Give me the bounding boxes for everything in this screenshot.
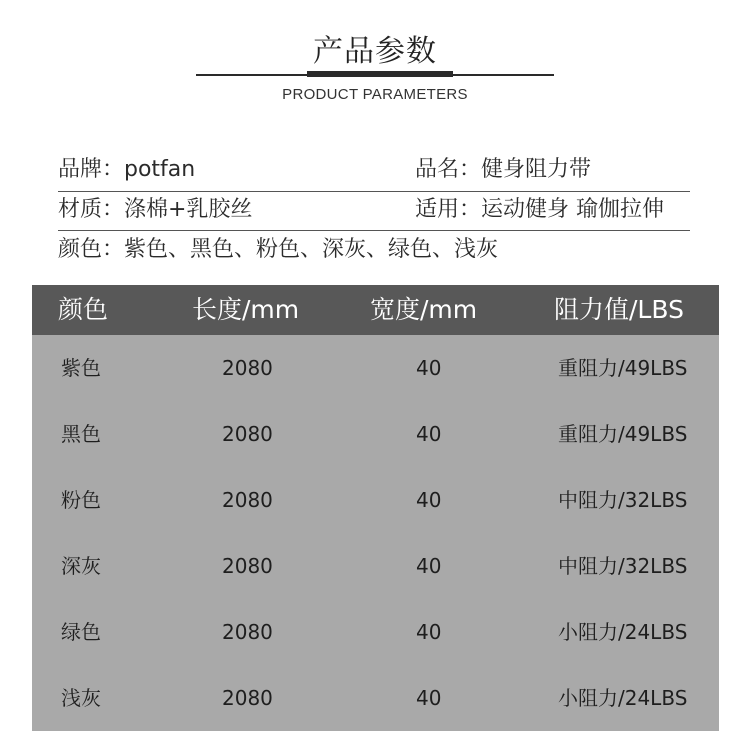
- page-title: 产品参数: [313, 34, 437, 69]
- cell-resistance: 小阻力/24LBS: [558, 620, 688, 644]
- page-subtitle: PRODUCT PARAMETERS: [282, 86, 468, 103]
- cell-resistance: 小阻力/24LBS: [558, 686, 688, 710]
- product-name-text: 品名：健身阻力带: [415, 157, 592, 182]
- table-row: [32, 401, 719, 467]
- parameters-table: [32, 285, 719, 731]
- cell-length: 2080: [222, 422, 273, 446]
- cell-length: 2080: [222, 686, 273, 710]
- info-row: [58, 150, 690, 190]
- header-color: 颜色: [58, 295, 109, 324]
- cell-width: 40: [416, 422, 442, 446]
- cell-length: 2080: [222, 488, 273, 512]
- cell-length: 2080: [222, 356, 273, 380]
- cell-width: 40: [416, 686, 442, 710]
- header-length: 长度/mm: [192, 295, 300, 324]
- cell-color: 粉色: [61, 488, 101, 512]
- cell-resistance: 中阻力/32LBS: [558, 554, 688, 578]
- cell-width: 40: [416, 620, 442, 644]
- cell-width: 40: [416, 488, 442, 512]
- header-resistance: 阻力值/LBS: [554, 295, 684, 324]
- table-row: [32, 599, 719, 665]
- cell-width: 40: [416, 554, 442, 578]
- cell-color: 黑色: [61, 422, 101, 446]
- table-row: [32, 533, 719, 599]
- cell-resistance: 重阻力/49LBS: [558, 422, 688, 446]
- title-underline-accent: [307, 71, 453, 77]
- header-width: 宽度/mm: [370, 295, 478, 324]
- cell-color: 深灰: [61, 554, 101, 578]
- cell-resistance: 重阻力/49LBS: [558, 356, 688, 380]
- info-row: [58, 190, 690, 230]
- material-text: 材质：涤棉+乳胶丝: [58, 197, 253, 222]
- cell-color: 紫色: [61, 356, 101, 380]
- table-row: [32, 665, 719, 731]
- table-row: [32, 467, 719, 533]
- table-header: [32, 285, 719, 335]
- cell-length: 2080: [222, 554, 273, 578]
- cell-length: 2080: [222, 620, 273, 644]
- brand-text: 品牌：potfan: [58, 157, 196, 182]
- cell-color: 浅灰: [61, 686, 101, 710]
- cell-resistance: 中阻力/32LBS: [558, 488, 688, 512]
- info-row: [58, 230, 690, 270]
- usage-text: 适用：运动健身 瑜伽拉伸: [415, 197, 664, 222]
- colors-text: 颜色：紫色、黑色、粉色、深灰、绿色、浅灰: [58, 237, 499, 262]
- cell-color: 绿色: [61, 620, 101, 644]
- cell-width: 40: [416, 356, 442, 380]
- table-row: [32, 335, 719, 401]
